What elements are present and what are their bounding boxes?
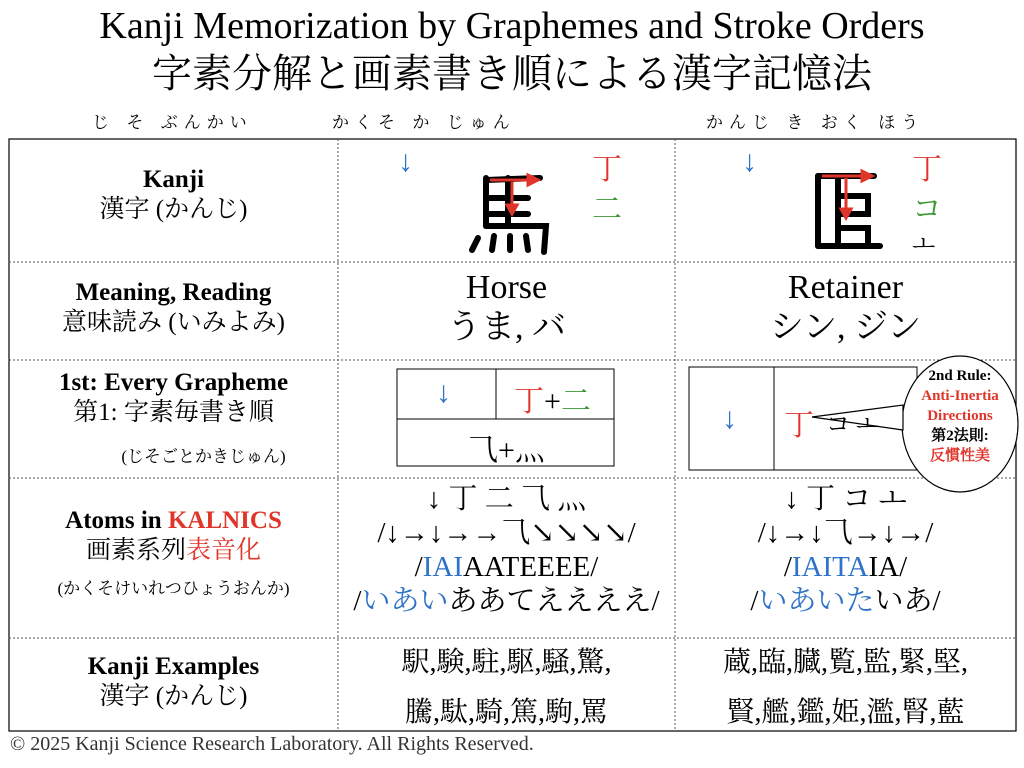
retainer-atoms-code: /IAITAIA/ <box>783 551 908 583</box>
row-label-grapheme <box>10 368 337 467</box>
retainer-stroke-c: ㅗ <box>912 232 936 258</box>
retainer-grapheme-a: 丁 <box>784 409 814 442</box>
retainer-meaning-text: Retainer <box>787 269 904 306</box>
label-examples-en: Kanji Examples <box>87 653 260 680</box>
horse-grapheme-b: 二 <box>560 385 591 418</box>
label-kanji-en: Kanji <box>142 166 205 193</box>
horse-grapheme-top <box>514 376 591 420</box>
horse-grapheme-arrow-icon: ↓ <box>436 376 451 409</box>
retainer-reading-text: シン, ジン <box>769 309 922 346</box>
horse-reading-text: うま, バ <box>447 309 566 346</box>
callout-text <box>904 366 1016 466</box>
retainer-examples-line-2: 賢,艦,鑑,姫,濫,腎,藍 <box>726 697 965 728</box>
row-label-atoms <box>10 506 337 599</box>
retainer-examples <box>676 638 1015 738</box>
horse-stroke-diagram <box>472 178 546 252</box>
retainer-examples-line-1: 蔵,臨,臓,覧,監,緊,堅, <box>722 647 968 678</box>
label-examples-jp: 漢字 (かんじ) <box>99 683 248 710</box>
horse-grapheme-bottom: ⺄+灬 <box>468 434 545 467</box>
label-meaning-jp: 意味読み (いみよみ) <box>62 309 285 336</box>
furigana-kakusokajun: かくそ か じゅん <box>332 113 516 133</box>
horse-atoms <box>339 482 674 618</box>
retainer-arrow-icon: ↓ <box>742 145 757 178</box>
horse-atoms-line: ↓ 丁 二 ⺄ 灬 <box>426 483 587 515</box>
horse-meaning-text: Horse <box>465 269 548 306</box>
label-meaning-en: Meaning, Reading <box>75 279 272 306</box>
horse-stroke-b: 二 <box>592 193 622 226</box>
horse-atoms-kana: /いあいああてええええ/ <box>353 585 660 617</box>
horse-stroke-arrows <box>490 175 538 214</box>
row-label-meaning <box>10 278 337 338</box>
horse-atoms-code: /IAIAATEEEE/ <box>414 551 599 583</box>
retainer-meaning <box>676 268 1015 348</box>
page-title-en: Kanji Memorization by Graphemes and Stroke Orders <box>99 5 925 47</box>
label-atoms-kana: (かくそけいれつひょうおんか) <box>57 579 290 598</box>
callout-line-1: 2nd Rule: <box>928 368 992 384</box>
page-title-jp: 字素分解と画素書き順による漢字記憶法 <box>152 51 872 97</box>
horse-stroke-a: 丁 <box>592 153 622 186</box>
retainer-atoms-strokes: /↓→↓⺄→↓→/ <box>757 517 934 549</box>
callout-line-5: 反慣性美 <box>929 448 990 464</box>
label-grapheme-jp: 第1: 字素毎書き順 <box>73 399 274 426</box>
retainer-atoms <box>676 482 1015 618</box>
row-label-kanji <box>10 165 337 225</box>
horse-examples-line-1: 駅,験,駐,駆,騒,驚, <box>401 647 612 678</box>
retainer-grapheme-arrow-icon: ↓ <box>722 402 737 435</box>
label-atoms-en: Atoms in KALNICS <box>65 507 282 534</box>
horse-grapheme-plus: + <box>544 385 561 418</box>
retainer-atoms-kana: /いあいたいあ/ <box>750 585 941 617</box>
horse-atoms-strokes: /↓→↓→→⺄↘↘↘↘/ <box>377 517 636 549</box>
copyright-notice: © 2025 Kanji Science Research Laboratory. All Rights Reserved. <box>10 733 534 755</box>
furigana-jisobunkai: じ そ ぶんかい <box>92 113 253 133</box>
row-label-examples <box>10 652 337 712</box>
callout-line-3: Directions <box>927 408 993 424</box>
horse-meaning <box>339 268 674 348</box>
retainer-grapheme-b: コ ㅗ <box>826 412 880 438</box>
retainer-atoms-line: ↓ 丁 コ ㅗ <box>784 483 907 515</box>
furigana-kanjikiokuhou: かんじ き おく ほう <box>706 113 925 133</box>
label-grapheme-kana: (じそごとかきじゅん) <box>121 447 286 466</box>
horse-examples <box>339 638 674 738</box>
label-grapheme-en: 1st: Every Grapheme <box>58 369 289 396</box>
horse-grapheme-a: 丁 <box>514 385 544 418</box>
horse-examples-line-2: 騰,駄,騎,篤,駒,罵 <box>404 697 608 728</box>
horse-arrow-icon: ↓ <box>398 145 413 178</box>
callout-line-2: Anti-Inertia <box>921 388 999 404</box>
label-atoms-jp: 画素系列表音化 <box>85 537 262 564</box>
label-kanji-jp: 漢字 (かんじ) <box>99 196 248 223</box>
retainer-stroke-a: 丁 <box>912 153 942 186</box>
retainer-stroke-b: コ <box>912 193 942 226</box>
callout-line-4: 第2法則: <box>931 428 989 444</box>
